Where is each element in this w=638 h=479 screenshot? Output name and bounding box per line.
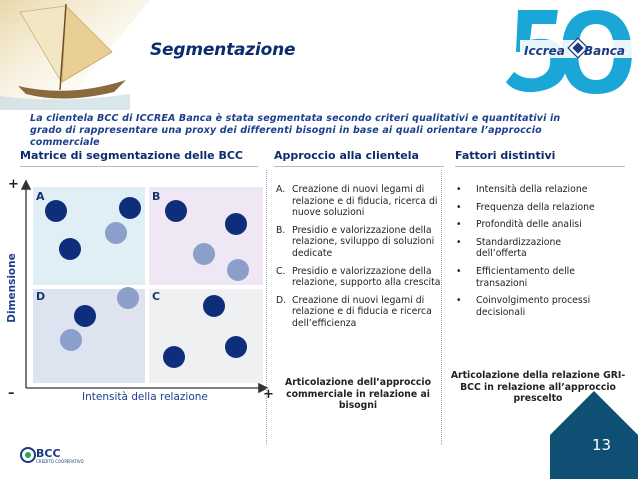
list-item xyxy=(276,184,441,219)
approccio-heading: Approccio alla clientela xyxy=(274,149,444,167)
page-corner-badge xyxy=(548,391,638,479)
sailboat-image xyxy=(0,0,150,110)
fattori-heading: Fattori distintivi xyxy=(455,149,625,167)
bullet: • xyxy=(456,265,462,277)
column-divider xyxy=(441,170,442,445)
bcc-logo-text: BCC xyxy=(36,447,61,460)
approccio-list xyxy=(276,184,441,336)
item-text: Coinvolgimento processi decisionali xyxy=(476,295,591,318)
item-text: Frequenza della relazione xyxy=(476,201,595,213)
list-item xyxy=(456,219,606,231)
list-item xyxy=(456,237,606,260)
list-item xyxy=(456,202,606,214)
segment-dot xyxy=(165,200,187,222)
item-text: Presidio e valorizzazione della relazione, sviluppo di soluzioni dedicate xyxy=(292,224,435,259)
bullet: • xyxy=(456,295,462,307)
fattori-note: Articolazione della relazione GRI-BCC in relazione all’approccio prescelto xyxy=(450,370,626,405)
item-text: Profondità delle analisi xyxy=(476,219,582,231)
segment-dot xyxy=(203,295,225,317)
item-text: Standardizzazione dell’offerta xyxy=(476,236,562,260)
segment-dot xyxy=(74,305,96,327)
item-text: Creazione di nuovi legami di relazione e di fiducia e ricerca dell’efficienza xyxy=(292,294,432,329)
y-axis-label: Dimensione xyxy=(6,253,18,323)
quadrant-label-c: C xyxy=(152,290,161,303)
segment-dot xyxy=(163,346,185,368)
segment-dot xyxy=(117,287,139,309)
bullet: • xyxy=(456,236,462,248)
list-item xyxy=(276,225,441,260)
logo-brand-right: Banca xyxy=(584,44,625,58)
list-item xyxy=(276,266,441,289)
bullet: • xyxy=(456,201,462,213)
segment-dot xyxy=(225,213,247,235)
item-text: Intensità della relazione xyxy=(476,184,588,195)
segment-dot xyxy=(119,197,141,219)
approccio-note: Articolazione dell’approccio commerciale in relazione ai bisogni xyxy=(285,377,431,412)
quadrant-label-a: A xyxy=(36,190,45,203)
segment-dot xyxy=(225,336,247,358)
slide-title: Segmentazione xyxy=(150,40,296,60)
matrix-svg xyxy=(14,178,274,410)
matrix-heading: Matrice di segmentazione delle BCC xyxy=(20,149,258,167)
list-item xyxy=(276,295,441,330)
segment-dot xyxy=(45,200,67,222)
bullet: • xyxy=(456,219,462,231)
y-axis-plus: + xyxy=(8,177,19,192)
segmentation-matrix xyxy=(14,178,274,410)
quadrant-label-b: B xyxy=(152,190,161,203)
quadrant-label-d: D xyxy=(36,290,46,303)
fattori-list xyxy=(456,184,606,324)
list-item xyxy=(456,184,606,196)
page-number: 13 xyxy=(592,436,612,454)
item-text: Creazione di nuovi legami di relazione e di fiducia, ricerca di nuove soluzioni xyxy=(292,184,438,219)
x-axis-plus: + xyxy=(263,387,274,402)
item-letter: A. xyxy=(276,184,286,195)
item-letter: D. xyxy=(276,294,287,306)
item-text: Efficientamento delle transazioni xyxy=(476,265,575,289)
item-letter: C. xyxy=(276,265,286,277)
list-item xyxy=(456,295,606,318)
column-divider xyxy=(266,170,267,445)
item-text: Presidio e valorizzazione della relazione, supporto alla crescita xyxy=(292,265,441,289)
x-axis-label: Intensità della relazione xyxy=(82,391,208,403)
logo-brand-left: Iccrea xyxy=(524,44,565,58)
segment-dot xyxy=(59,238,81,260)
segment-dot xyxy=(227,259,249,281)
bcc-logo-subtext: CREDITO COOPERATIVO xyxy=(36,459,84,464)
intro-text: La clientela BCC di ICCREA Banca è stata segmentata secondo criteri qualitativi e quantitativi in grado di rappresentare una proxy dei differenti bisogni in base ai quali orientare l’approccio commerciale xyxy=(30,113,561,148)
list-item xyxy=(456,266,606,289)
bullet: • xyxy=(456,184,462,195)
segment-dot xyxy=(193,243,215,265)
item-letter: B. xyxy=(276,224,286,236)
segment-dot xyxy=(60,329,82,351)
axis-origin-minus: – xyxy=(8,386,15,401)
segment-dot xyxy=(105,222,127,244)
